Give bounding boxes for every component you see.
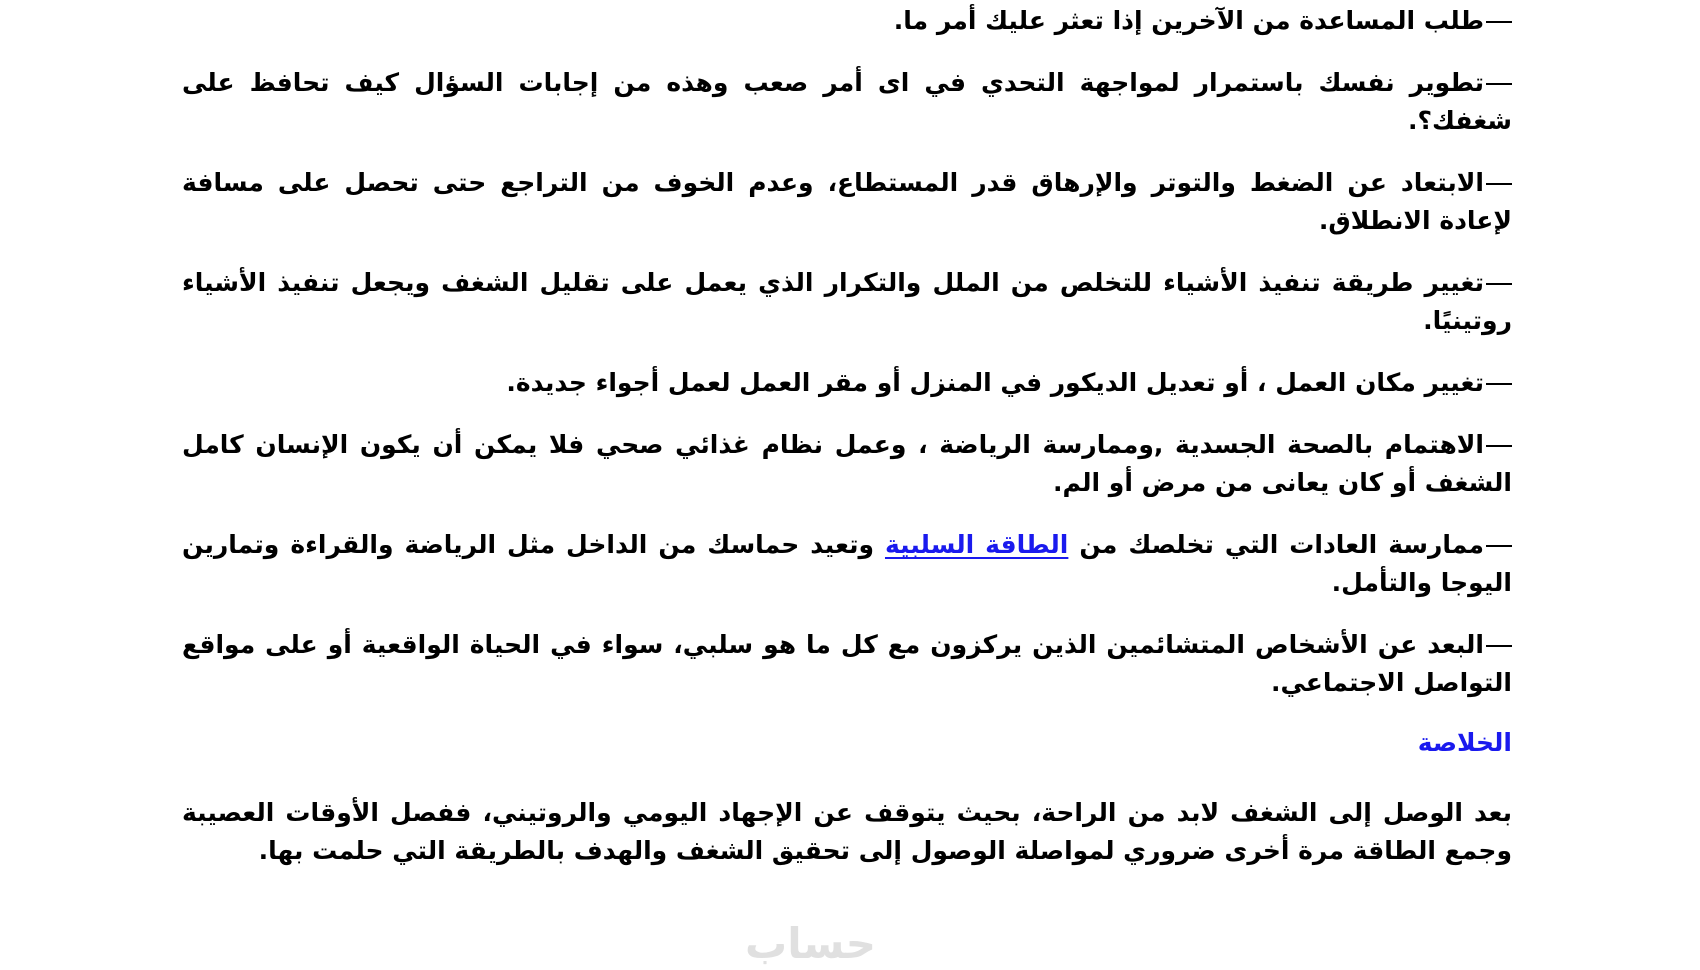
- dash-bullet: [1486, 21, 1512, 23]
- list-item: [182, 426, 1512, 502]
- list-item-text: تطوير نفسك باستمرار لمواجهة التحدي في اى أمر صعب وهذه من إجابات السؤال كيف تحافظ على شغفك؟.: [182, 68, 1512, 135]
- list-item: [182, 364, 1512, 402]
- dash-bullet: [1486, 645, 1512, 647]
- list-item-text: الابتعاد عن الضغط والتوتر والإرهاق قدر المستطاع، وعدم الخوف من التراجع حتى تحصل على مسافة لإعادة الانطلاق.: [182, 168, 1512, 235]
- list-item: [182, 626, 1512, 702]
- list-item-text: تغيير مكان العمل ، أو تعديل الديكور في المنزل أو مقر العمل لعمل أجواء جديدة.: [506, 368, 1484, 397]
- dash-bullet: [1486, 183, 1512, 185]
- list-item: [182, 164, 1512, 240]
- dash-bullet: [1486, 383, 1512, 385]
- dash-bullet: [1486, 283, 1512, 285]
- list-item-text-after: وتعيد حماسك من الداخل مثل الرياضة والقراءة وتمارين اليوجا والتأمل.: [182, 530, 1512, 597]
- section-heading: الخلاصة: [1417, 728, 1512, 757]
- list-item-text-before: ممارسة العادات التي تخلصك من: [1068, 530, 1484, 559]
- list-item: [182, 526, 1512, 602]
- list-item: [182, 264, 1512, 340]
- summary-paragraph: بعد الوصل إلى الشغف لابد من الراحة، بحيث يتوقف عن الإجهاد اليومي والروتيني، ففصل الأوقات العصيبة وجمع الطاقة مرة أخرى ضروري لمواصلة الوصول إلى تحقيق الشغف والهدف بالطريقة التي حلمت بها.: [182, 798, 1512, 865]
- dash-bullet: [1486, 445, 1512, 447]
- list-item-text: طلب المساعدة من الآخرين إذا تعثر عليك أمر ما.: [893, 6, 1484, 35]
- watermark-logo: حساب: [745, 919, 876, 968]
- dash-bullet: [1486, 83, 1512, 85]
- list-item-text: تغيير طريقة تنفيذ الأشياء للتخلص من الملل والتكرار الذي يعمل على تقليل الشغف ويجعل تنفيذ الأشياء روتينيًا.: [182, 268, 1512, 335]
- list-item: [182, 64, 1512, 140]
- negative-energy-link[interactable]: الطاقة السلبية: [884, 530, 1069, 559]
- list-item-text: الاهتمام بالصحة الجسدية ,وممارسة الرياضة ، وعمل نظام غذائي صحي فلا يمكن أن يكون الإنسان كامل الشغف أو كان يعانى من مرض أو الم.: [182, 430, 1512, 497]
- dash-bullet: [1486, 545, 1512, 547]
- list-item-text: البعد عن الأشخاص المتشائمين الذين يركزون مع كل ما هو سلبي، سواء في الحياة الواقعية أو على مواقع التواصل الاجتماعي.: [182, 630, 1512, 697]
- list-item: [182, 2, 1512, 40]
